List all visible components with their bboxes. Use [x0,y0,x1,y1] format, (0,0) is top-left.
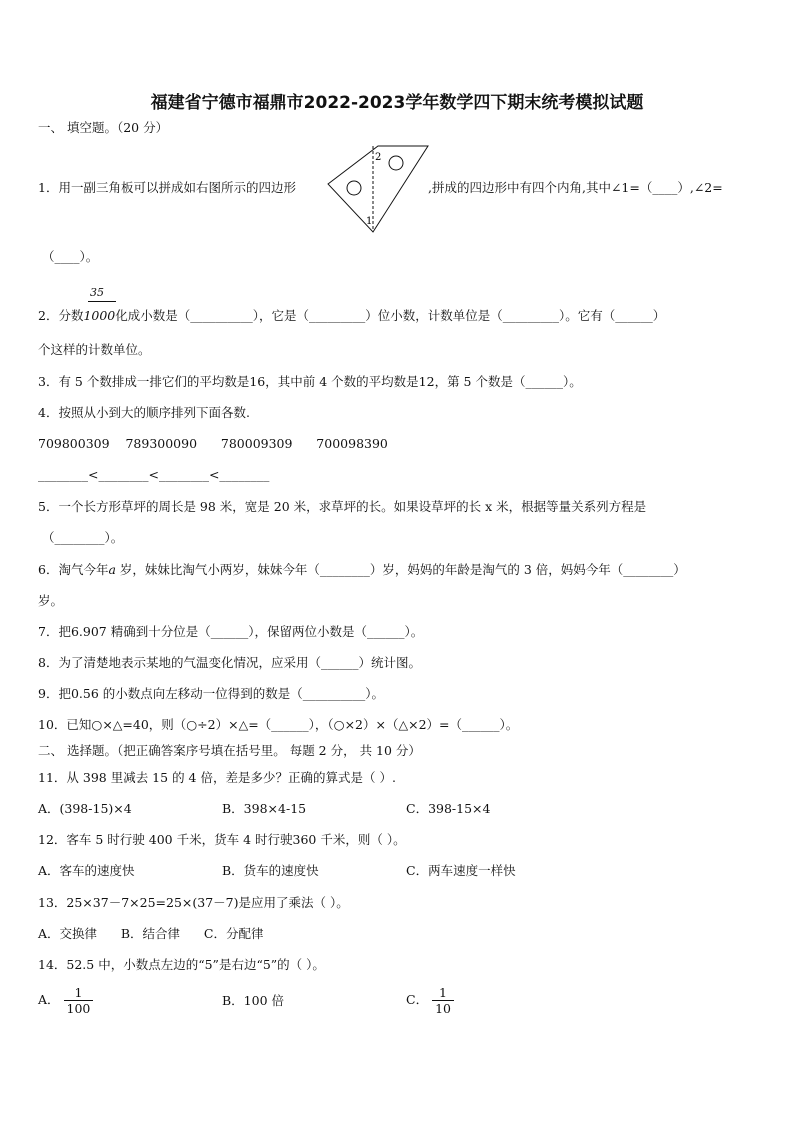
question-14-option-b: B．100 倍 [222,993,285,1008]
question-6-variable: a [108,562,116,577]
question-11-option-a: A．(398-15)×4 [38,801,132,816]
question-4-numbers: 709800309 789300090 780009309 700098390 [38,436,388,451]
question-9: 9．把0.56 的小数点向左移动一位得到的数是（__________）。 [38,686,385,701]
fraction-1-10 [432,985,454,1016]
question-11-option-c: C．398-15×4 [406,801,491,816]
question-14-option-c-label: C． [406,992,429,1007]
question-5-continued: （________）。 [42,530,124,545]
fraction-numerator: 1 [64,985,94,1001]
question-2-text: 化成小数是（__________），它是（_________）位小数，计数单位是（_________）。它有（______） [115,308,666,323]
fraction-bar [88,301,116,302]
question-11-option-b: B．398×4-15 [222,801,307,816]
fraction-35-numerator: 35 [90,286,104,299]
question-5: 5．一个长方形草坪的周长是 98 米，宽是 20 米，求草坪的长。如果设草坪的长 x 米，根据等量关系列方程是 [38,499,647,514]
question-3: 3．有 5 个数排成一排它们的平均数是16，其中前 4 个数的平均数是12，第 5 个数是（______）。 [38,374,582,389]
angle-1-label: 1 [366,216,373,227]
fraction-denominator: 100 [66,1001,91,1016]
page-title: 福建省宁德市福鼎市2022-2023学年数学四下期末统考模拟试题 [150,93,644,113]
question-12-option-b: B．货车的速度快 [222,863,319,878]
fraction-1-100 [64,985,94,1016]
question-1-part-b: ,拼成的四边形中有四个内角,其中∠1=（____）,∠2= [428,180,723,195]
question-11: 11．从 398 里减去 15 的 4 倍，差是多少？正确的算式是（ ）. [38,770,396,785]
question-1-part-a: 1．用一副三角板可以拼成如右图所示的四边形 [38,180,296,195]
question-7: 7．把6.907 精确到十分位是（______），保留两位小数是（______）。 [38,624,424,639]
question-6-prefix: 6．淘气今年 [38,562,109,577]
question-8: 8．为了清楚地表示某地的气温变化情况，应采用（______）统计图。 [38,655,421,670]
fraction-denominator: 10 [435,1001,451,1016]
question-12-option-a: A．客车的速度快 [38,863,135,878]
triangle-quadrilateral-figure [326,140,432,236]
section-1-heading: 一、 填空题。（20 分） [38,120,169,135]
question-13-options: A．交换律 B．结合律 C．分配律 [38,926,264,941]
fraction-35-denominator: 1000 [83,308,116,323]
question-6-continued: 岁。 [38,593,64,608]
question-14-option-a-label: A． [38,992,60,1007]
question-14-option-c [406,985,458,1016]
question-4: 4．按照从小到大的顺序排列下面各数. [38,405,250,420]
angle-2-label: 2 [375,152,382,163]
question-13: 13．25×37－7×25=25×(37－7)是应用了乘法（ ）。 [38,895,349,910]
question-12: 12．客车 5 时行驶 400 千米，货车 4 时行驶360 千米，则（ ）。 [38,832,406,847]
question-14: 14．52.5 中，小数点左边的“5”是右边“5”的（ ）。 [38,957,325,972]
fraction-numerator: 1 [432,985,454,1001]
question-2 [38,308,665,324]
question-6 [38,562,686,578]
section-2-heading: 二、 选择题。（把正确答案序号填在括号里。 每题 2 分， 共 10 分） [38,743,421,758]
question-2-prefix: 2．分数 [38,308,84,323]
question-10: 10．已知○×△=40，则（○÷2）×△=（______），（○×2）×（△×2）=（______）。 [38,717,519,732]
question-4-blanks: ________<________<________<________ [38,467,270,482]
question-1-part-c: （____）。 [42,249,99,264]
question-2-continued: 个这样的计数单位。 [38,342,151,357]
question-12-option-c: C．两车速度一样快 [406,863,516,878]
question-6-text: 岁，妹妹比淘气小两岁，妹妹今年（________）岁，妈妈的年龄是淘气的 3 倍，妈妈今年（________） [115,562,686,577]
question-14-option-a [38,985,97,1016]
